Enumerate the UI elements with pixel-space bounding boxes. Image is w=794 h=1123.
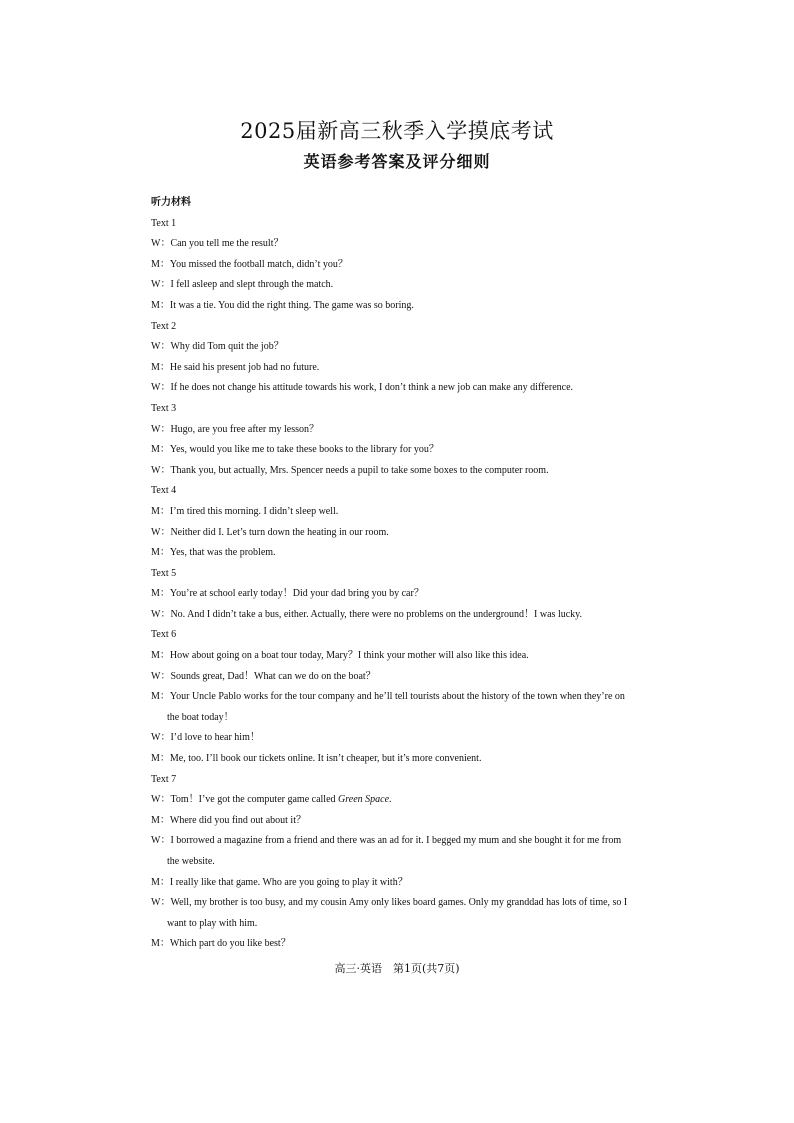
dialogue-line: W：I fell asleep and slept through the match. xyxy=(151,279,334,291)
section-heading: 听力材料 xyxy=(151,197,191,208)
dialogue-line: M：Your Uncle Pablo works for the tour company and he’ll tell tourists about the history of the town when they’re on xyxy=(151,691,625,703)
dialogue-line: W：Well, my brother is too busy, and my cousin Amy only likes board games. Only my granddad has lots of time, so I xyxy=(151,897,628,909)
dialogue-line: W：I’d love to hear him！ xyxy=(151,732,260,744)
transcript-lines xyxy=(151,214,628,955)
text-label: Text 7 xyxy=(151,773,177,785)
page-subtitle: 英语参考答案及评分细则 xyxy=(303,152,491,171)
dialogue-line: W：Can you tell me the result？ xyxy=(151,238,284,250)
dialogue-line: M：I really like that game. Who are you going to play it with？ xyxy=(151,876,408,888)
dialogue-line: M：Yes, that was the problem. xyxy=(151,547,276,559)
dialogue-line: W：Hugo, are you free after my lesson？ xyxy=(151,423,319,435)
dialogue-line: W：Neither did I. Let’s turn down the heating in our room. xyxy=(151,526,389,538)
dialogue-line: W：Why did Tom quit the job？ xyxy=(151,341,284,353)
dialogue-line: M：Yes, would you like me to take these books to the library for you？ xyxy=(151,444,439,456)
text-label: Text 4 xyxy=(151,485,177,497)
dialogue-line: W：No. And I didn’t take a bus, either. Actually, there were no problems on the underground！I was lucky. xyxy=(151,608,583,620)
dialogue-line: M：It was a tie. You did the right thing. The game was so boring. xyxy=(151,299,414,311)
dialogue-line-continuation: want to play with him. xyxy=(167,917,258,929)
dialogue-line: W：I borrowed a magazine from a friend and there was an ad for it. I begged my mum and she bought it for me from xyxy=(151,835,622,847)
dialogue-line-continuation: the website. xyxy=(167,856,215,867)
dialogue-line: W：Tom！I’ve got the computer game called Green Space. xyxy=(151,794,392,806)
dialogue-line-continuation: the boat today！ xyxy=(167,711,234,723)
dialogue-line: M：He said his present job had no future. xyxy=(151,361,320,373)
dialogue-line: M：Me, too. I’ll book our tickets online. It isn’t cheaper, but it’s more convenient. xyxy=(151,753,482,765)
text-label: Text 5 xyxy=(151,567,177,579)
dialogue-line: W：Sounds great, Dad！What can we do on the boat？ xyxy=(151,670,376,682)
text-label: Text 6 xyxy=(151,629,177,641)
text-label: Text 2 xyxy=(151,320,177,332)
page-footer: 高三·英语 第1页(共7页) xyxy=(334,962,460,975)
text-label: Text 1 xyxy=(151,217,177,229)
dialogue-line: M：Which part do you like best？ xyxy=(151,938,291,950)
dialogue-line: M：Where did you find out about it？ xyxy=(151,814,306,826)
text-label: Text 3 xyxy=(151,402,177,414)
dialogue-line: W：Thank you, but actually, Mrs. Spencer needs a pupil to take some boxes to the computer room. xyxy=(151,464,549,476)
dialogue-line: M：I’m tired this morning. I didn’t sleep well. xyxy=(151,505,339,517)
dialogue-line: M：You missed the football match, didn’t you？ xyxy=(151,258,348,270)
page-title: 2025届新高三秋季入学摸底考试 xyxy=(240,119,554,143)
dialogue-line: W：If he does not change his attitude towards his work, I don’t think a new job can make any difference. xyxy=(151,382,574,394)
listening-transcript xyxy=(151,193,628,955)
dialogue-line: M：How about going on a boat tour today, Mary？I think your mother will also like this idea. xyxy=(151,650,529,662)
dialogue-line: M：You’re at school early today！Did your dad bring you by car？ xyxy=(151,588,424,600)
